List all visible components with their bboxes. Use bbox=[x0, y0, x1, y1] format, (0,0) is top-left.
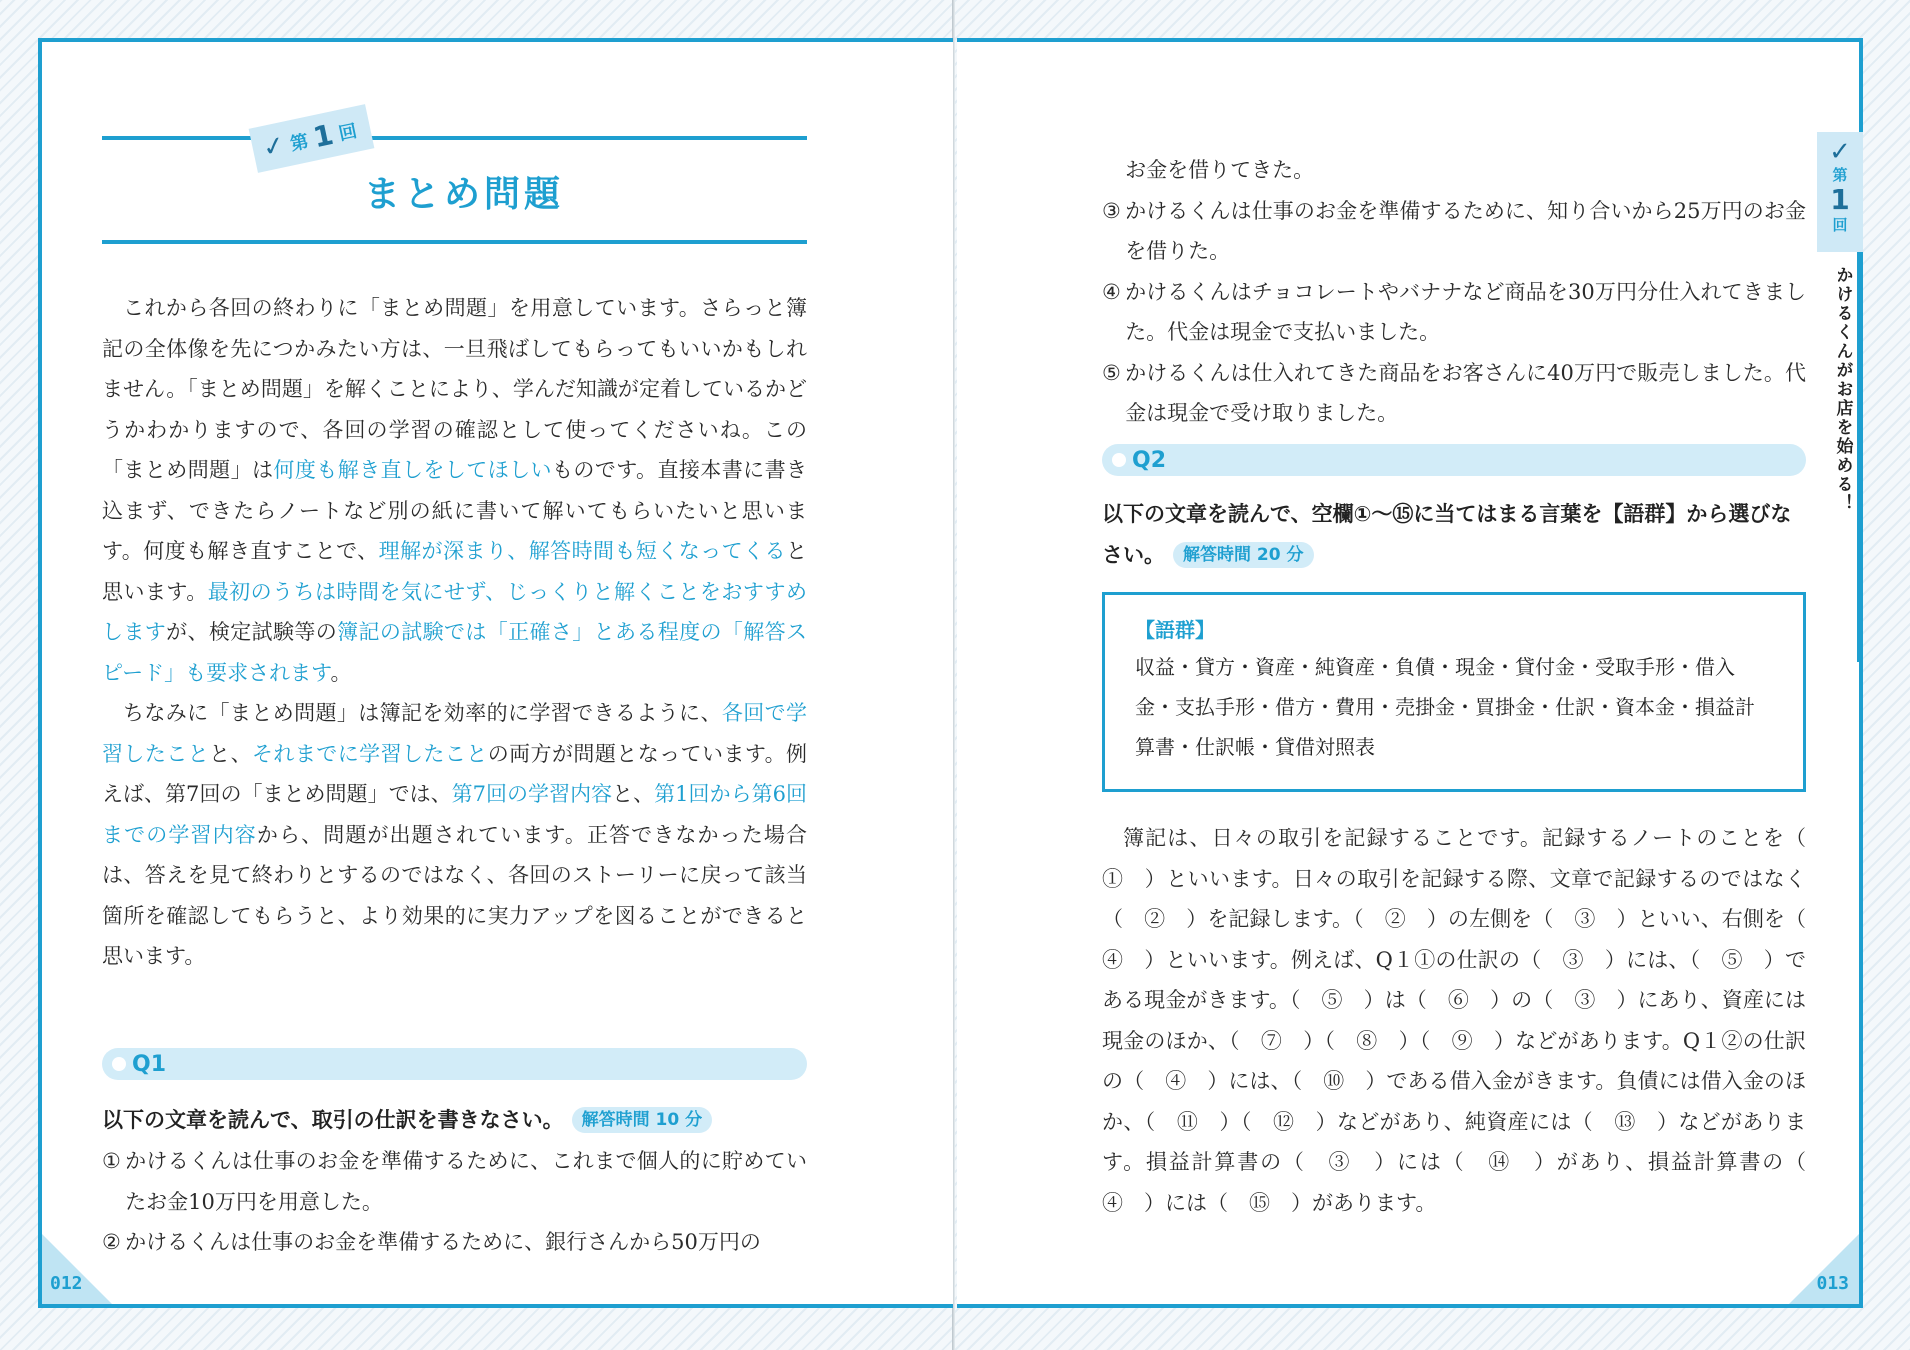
title-rule-top bbox=[102, 136, 807, 140]
item-marker: ③ bbox=[1102, 198, 1121, 223]
left-page bbox=[38, 38, 953, 1308]
body-text: と思います。 bbox=[102, 539, 807, 604]
item-text: かけるくんはチョコレートやバナナなど商品を30万円分仕入れてきました。代金は現金で支払いました。 bbox=[1125, 279, 1806, 344]
list-item bbox=[102, 1141, 807, 1222]
title-rule-bottom bbox=[102, 240, 807, 244]
item-marker: ② bbox=[102, 1230, 121, 1254]
highlighted-text: 各回で学習したこと bbox=[102, 701, 808, 766]
q1-instruction-line bbox=[102, 1100, 807, 1141]
q1-dot bbox=[112, 1057, 126, 1071]
q2-passage: 簿記は、日々の取引を記録することです。記録するノートのことを（ ① ）といいます。日々の取引を記録する際、文章で記録するのではなく（ ② ）を記録します。（ ② ）の左側を（ ③ ）といい、右側を（ ④ ）といいます。例えば、Q１①の仕訳の（ ③ ）には、（ ⑤ ）である現金がきます。（ ⑤ ）は（ ⑥ ）の（ ③ ）にあり、資産には現金のほか、（ ⑦ ）（ ⑧ ）（ ⑨ ）などがあります。Q１②の仕訳の（ ④ ）には、（ ⑩ ）である借入金がきます。負債には借入金のほか、（ ⑪ ）（ ⑫ ）などがあり、純資産には（ ⑬ ）などがあります。損益計算書の（ ③ ）には（ ⑭ ）があり、損益計算書の（ ④ ）には（ ⑮ ）があります。 bbox=[1102, 826, 1827, 1215]
item-marker: ④ bbox=[1102, 279, 1121, 304]
q2-dot bbox=[1112, 453, 1126, 467]
list-item bbox=[102, 1222, 807, 1263]
highlighted-text: 何度も解き直しをしてほしい bbox=[273, 458, 552, 482]
body-text: ちなみに「まとめ問題」は簿記を効率的に学習できるように、 bbox=[123, 701, 722, 725]
chapter-side-tab bbox=[1817, 132, 1863, 513]
body-text: と、 bbox=[209, 741, 252, 766]
side-tab-number: 1 bbox=[1830, 183, 1850, 216]
page-number: 012 bbox=[50, 1273, 83, 1294]
item-marker: ① bbox=[102, 1149, 121, 1173]
page-title: まとめ問題 bbox=[364, 174, 565, 215]
body-text: と、 bbox=[612, 782, 655, 806]
q1-continued-items bbox=[1102, 150, 1806, 434]
list-item bbox=[1102, 272, 1806, 353]
q1-label: Q1 bbox=[132, 1051, 167, 1077]
q1-instruction: 以下の文章を読んで、取引の仕訳を書きなさい。 bbox=[102, 1108, 564, 1132]
side-tab-stripe bbox=[1857, 252, 1861, 662]
q1-continued-first-line: お金を借りてきた。 bbox=[1125, 158, 1315, 182]
q2-instruction: 以下の文章を読んで、空欄①～⑮に当てはまる言葉を【語群】から選びなさい。 bbox=[1102, 502, 1792, 567]
q1-time-badge: 解答時間 10 分 bbox=[572, 1107, 713, 1133]
q2-instruction-line bbox=[1102, 494, 1806, 575]
highlighted-text: 簿記の試験では「正確さ」とある程度の「解答スピード」も要求されます bbox=[102, 620, 807, 685]
body-text: ものです。直接本書に書き込まず、できたらノートなど別の紙に書いて解いてもらいたいと思います。何度も解き直すことで、 bbox=[102, 458, 808, 563]
item-text: かけるくんは仕事のお金を準備するために、これまで個人的に貯めていたお金10万円を用意した。 bbox=[125, 1149, 807, 1214]
intro-paragraph bbox=[102, 288, 807, 693]
word-bank-title: 【語群】 bbox=[1135, 618, 1215, 642]
q2-label: Q2 bbox=[1132, 447, 1167, 473]
side-tab-prefix: 第 bbox=[1832, 166, 1848, 184]
q2-time-badge: 解答時間 20 分 bbox=[1173, 542, 1314, 568]
lesson-tag bbox=[249, 104, 375, 173]
item-text: かけるくんは仕入れてきた商品をお客さんに40万円で販売しました。代金は現金で受け取りました。 bbox=[1125, 360, 1807, 425]
side-tab-head bbox=[1817, 132, 1863, 252]
check-icon: ✓ bbox=[1829, 137, 1851, 167]
highlighted-text: 第7回の学習内容 bbox=[451, 782, 613, 806]
intro-text bbox=[102, 288, 807, 1028]
body-text: から、問題が出題されています。正答できなかった場合は、答えを見て終わりとするのではなく、各回のストーリーに戻って該当箇所を確認してもらうと、より効果的に実力アップを図ることができると思います。 bbox=[102, 822, 808, 968]
highlighted-text: それまでに学習したこと bbox=[252, 741, 488, 766]
side-tab-suffix: 回 bbox=[1832, 216, 1848, 234]
list-item bbox=[1102, 191, 1806, 272]
intro-paragraph bbox=[102, 693, 807, 977]
page-number: 013 bbox=[1816, 1273, 1849, 1294]
title-block bbox=[102, 117, 807, 244]
list-item bbox=[1102, 353, 1806, 434]
lesson-prefix: 第 bbox=[288, 130, 311, 155]
highlighted-text: 理解が深まり、解答時間も短くなってくる bbox=[378, 539, 786, 563]
item-text: かけるくんは仕事のお金を準備するために、銀行さんから50万円の bbox=[125, 1230, 761, 1254]
word-bank-list: 収益・貸方・資産・純資産・負債・現金・貸付金・受取手形・借入金・支払手形・借方・費用・売掛金・買掛金・仕訳・資本金・損益計算書・仕訳帳・貸借対照表 bbox=[1135, 655, 1755, 759]
highlighted-text: 最初のうちは時間を気にせず、じっくりと解くことをおすすめします bbox=[102, 579, 807, 644]
lesson-suffix: 回 bbox=[336, 120, 359, 145]
q1-header bbox=[102, 1048, 807, 1080]
right-page bbox=[957, 38, 1863, 1308]
q2-header bbox=[1102, 444, 1806, 476]
body-text: の両方が問題となっています。例えば、第7回の「まとめ問題」では、 bbox=[102, 741, 808, 806]
body-text: が、検定試験等の bbox=[166, 620, 338, 644]
q1-items bbox=[102, 1141, 807, 1263]
body-text: これから各回の終わりに「まとめ問題」を用意しています。さらっと簿記の全体像を先につかみたい方は、一旦飛ばしてもらってもいいかもしれません。「まとめ問題」を解くことにより、学んだ知識が定着しているかどうかわかりますので、各回の学習の確認として使ってくださいね。この「まとめ問題」は bbox=[102, 296, 807, 482]
body-text: 。 bbox=[330, 660, 352, 685]
chapter-title-vertical: かけるくんがお店を始める！ bbox=[1832, 266, 1853, 513]
word-bank-box bbox=[1102, 592, 1806, 792]
lesson-number: 1 bbox=[310, 117, 337, 155]
check-icon: ✓ bbox=[259, 129, 288, 164]
item-marker: ⑤ bbox=[1102, 360, 1121, 385]
highlighted-text: 第1回から第6回までの学習内容 bbox=[102, 782, 807, 847]
item-text: かけるくんは仕事のお金を準備するために、知り合いから25万円のお金を借りた。 bbox=[1125, 198, 1806, 263]
